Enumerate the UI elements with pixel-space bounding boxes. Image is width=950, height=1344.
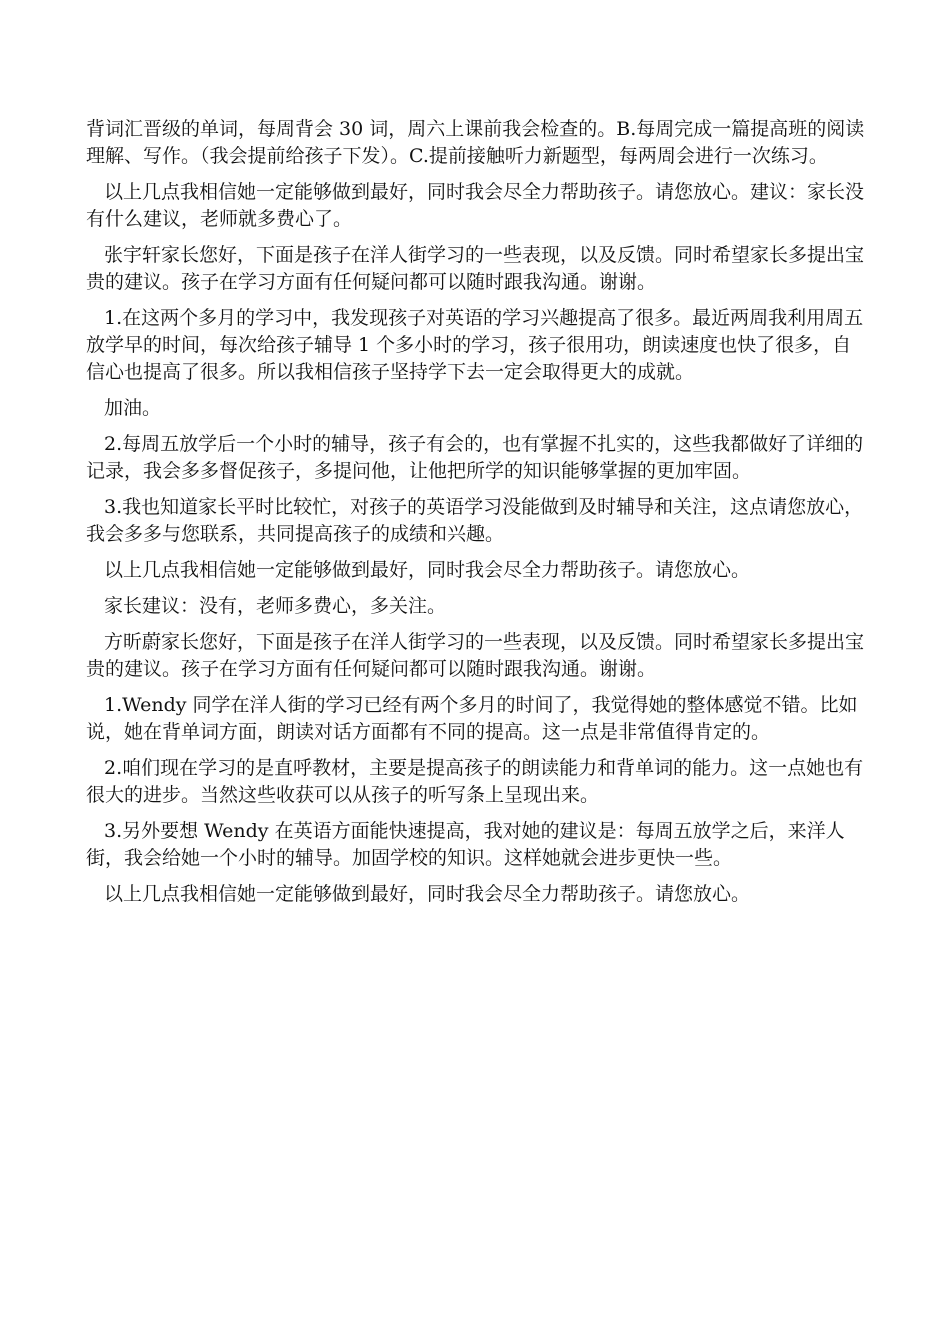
paragraph: 以上几点我相信她一定能够做到最好，同时我会尽全力帮助孩子。请您放心。 [104, 559, 751, 581]
paragraph: 3.我也知道家长平时比较忙，对孩子的英语学习没能做到及时辅导和关注，这点请您放心，我会多多与您联系，共同提高孩子的成绩和兴趣。 [86, 496, 864, 545]
paragraph: 1.Wendy 同学在洋人街的学习已经有两个多月的时间了，我觉得她的整体感觉不错。比如说，她在背单词方面，朗读对话方面都有不同的提高。这一点是非常值得肯定的。 [86, 694, 858, 743]
paragraph: 2.咱们现在学习的是直呼教材，主要是提高孩子的朗读能力和背单词的能力。这一点她也有很大的进步。当然这些收获可以从孩子的听写条上呈现出来。 [86, 757, 864, 806]
paragraph: 3.另外要想 Wendy 在英语方面能快速提高，我对她的建议是：每周五放学之后，来洋人街，我会给她一个小时的辅导。加固学校的知识。这样她就会进步更快一些。 [86, 820, 845, 869]
paragraph: 方昕蔚家长您好，下面是孩子在洋人街学习的一些表现，以及反馈。同时希望家长多提出宝贵的建议。孩子在学习方面有任何疑问都可以随时跟我沟通。谢谢。 [86, 631, 865, 680]
paragraph: 背词汇晋级的单词，每周背会 30 词，周六上课前我会检查的。B.每周完成一篇提高班的阅读理解、写作。（我会提前给孩子下发）。C.提前接触听力新题型，每两周会进行一次练习。 [86, 118, 865, 167]
paragraph: 以上几点我相信她一定能够做到最好，同时我会尽全力帮助孩子。请您放心。 [104, 883, 751, 905]
paragraph: 2.每周五放学后一个小时的辅导，孩子有会的，也有掌握不扎实的，这些我都做好了详细的记录，我会多多督促孩子，多提问他，让他把所学的知识能够掌握的更加牢固。 [86, 433, 864, 482]
document-page [86, 116, 866, 917]
paragraph: 张宇轩家长您好，下面是孩子在洋人街学习的一些表现，以及反馈。同时希望家长多提出宝贵的建议。孩子在学习方面有任何疑问都可以随时跟我沟通。谢谢。 [86, 244, 865, 293]
paragraph: 以上几点我相信她一定能够做到最好，同时我会尽全力帮助孩子。请您放心。建议：家长没有什么建议，老师就多费心了。 [86, 181, 865, 230]
paragraph: 1.在这两个多月的学习中，我发现孩子对英语的学习兴趣提高了很多。最近两周我利用周五放学早的时间，每次给孩子辅导 1 个多小时的学习，孩子很用功，朗读速度也快了很多，自信心也提高了很多。所以我相信孩子坚持学下去一定会取得更大的成就。 [86, 307, 864, 383]
paragraph: 家长建议：没有，老师多费心，多关注。 [104, 595, 447, 617]
paragraph: 加油。 [104, 397, 162, 419]
